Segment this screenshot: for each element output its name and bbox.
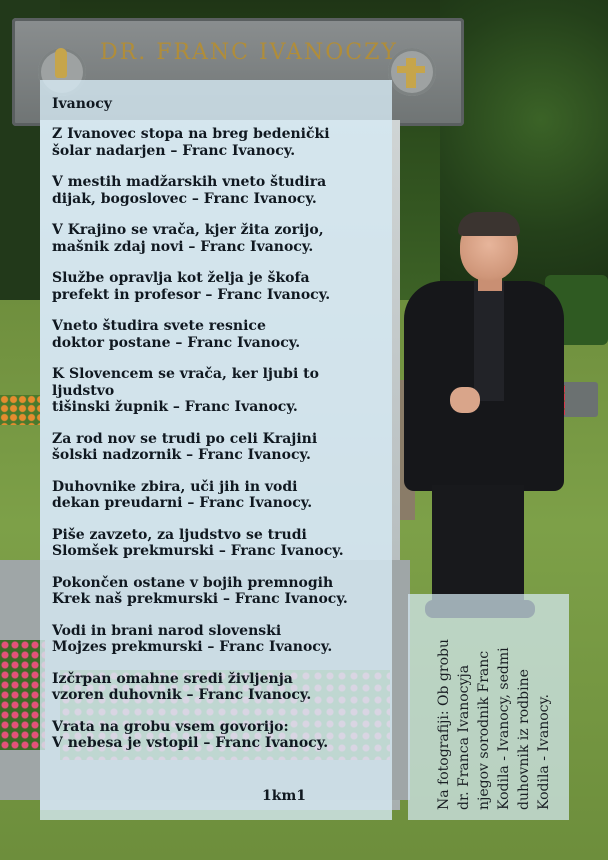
poem-line: Službe opravlja kot želja je škofa xyxy=(52,270,310,286)
poem-stanza xyxy=(52,479,387,512)
cross-icon xyxy=(406,58,416,88)
poem-title: Ivanocy xyxy=(52,96,112,112)
poem-line: Krek naš prekmurski – Franc Ivanocy. xyxy=(52,591,348,607)
poem-line: dijak, bogoslovec – Franc Ivanocy. xyxy=(52,190,317,207)
poem-line: ljudstvo xyxy=(52,382,115,399)
man-hair xyxy=(458,212,520,236)
poem-line: Mojzes prekmurski – Franc Ivanocy. xyxy=(52,639,333,655)
poem-line: Vodi in brani narod slovenski xyxy=(52,622,282,639)
poem-stanza xyxy=(52,270,387,303)
poem-stanza xyxy=(52,719,387,752)
poem-stanza xyxy=(52,174,387,207)
caption-line: Kodila - Ivanocy. xyxy=(536,694,552,810)
poem-stanza xyxy=(52,126,387,159)
poem-line: dekan preudarni – Franc Ivanocy. xyxy=(52,495,313,511)
poem-line: Vneto študira svete resnice xyxy=(52,318,266,334)
caption-line: njegov sorodnik Franc xyxy=(476,650,492,810)
poem-line: K Slovencem se vrača, ker ljubi to xyxy=(52,366,319,382)
poem-signature: 1km1 xyxy=(262,788,306,804)
poem-line: vzoren duhovnik – Franc Ivanocy. xyxy=(52,687,312,703)
man-legs xyxy=(432,485,524,605)
urn-ornament xyxy=(55,48,67,78)
man-figure xyxy=(400,215,560,635)
poem-line: Vrata na grobu vsem govorijo: xyxy=(52,718,289,735)
poem-stanza xyxy=(52,671,387,704)
caption-line: Kodila - Ivanocy, sedmi xyxy=(496,647,512,810)
poem-line: Pokončen ostane v bojih premnogih xyxy=(52,574,334,591)
poem-stanza xyxy=(52,527,387,560)
small-flowers xyxy=(0,395,40,425)
poem-line: Za rod nov se trudi po celi Krajini xyxy=(52,430,318,447)
poem-stanza xyxy=(52,318,387,351)
poem-stanzas xyxy=(52,126,387,767)
poem-line: tišinski župnik – Franc Ivanocy. xyxy=(52,399,298,415)
gravestone-inscription: DR. FRANC IVANOCZY xyxy=(100,40,398,65)
photo-caption xyxy=(434,600,554,810)
caption-line: Na fotografiji: Ob grobu xyxy=(436,639,452,810)
poem-line: mašnik zdaj novi – Franc Ivanocy. xyxy=(52,238,314,255)
poem-line: V mestih madžarskih vneto študira xyxy=(52,174,327,190)
poem-line: šolar nadarjen – Franc Ivanocy. xyxy=(52,142,296,159)
poem-stanza xyxy=(52,222,387,255)
poem-stanza xyxy=(52,575,387,608)
poem-stanza xyxy=(52,623,387,656)
poem-panel xyxy=(40,80,392,820)
poem-line: Piše zavzeto, za ljudstvo se trudi xyxy=(52,526,307,543)
poem-line: V Krajino se vrača, kjer žita zorijo, xyxy=(52,222,324,238)
poem-line: Izčrpan omahne sredi življenja xyxy=(52,670,293,687)
left-flowers xyxy=(0,640,45,750)
poem-line: šolski nadzornik – Franc Ivanocy. xyxy=(52,447,311,463)
cross-icon-bar xyxy=(397,66,425,73)
poem-line: Slomšek prekmurski – Franc Ivanocy. xyxy=(52,543,344,559)
caption-panel xyxy=(408,594,569,820)
caption-line: dr. Franca Ivanocyja xyxy=(456,664,472,810)
poem-stanza xyxy=(52,431,387,464)
man-hands xyxy=(450,387,480,413)
poem-stanza xyxy=(52,366,387,416)
caption-line: duhovnik iz rodbine xyxy=(516,669,532,810)
man-shirt xyxy=(474,281,504,401)
poem-line: V nebesa je vstopil – Franc Ivanocy. xyxy=(52,735,329,751)
poem-line: Duhovnike zbira, uči jih in vodi xyxy=(52,478,298,495)
poem-line: prefekt in profesor – Franc Ivanocy. xyxy=(52,286,331,303)
poem-line: Z Ivanovec stopa na breg bedenički xyxy=(52,126,330,142)
poem-line: doktor postane – Franc Ivanocy. xyxy=(52,334,301,351)
